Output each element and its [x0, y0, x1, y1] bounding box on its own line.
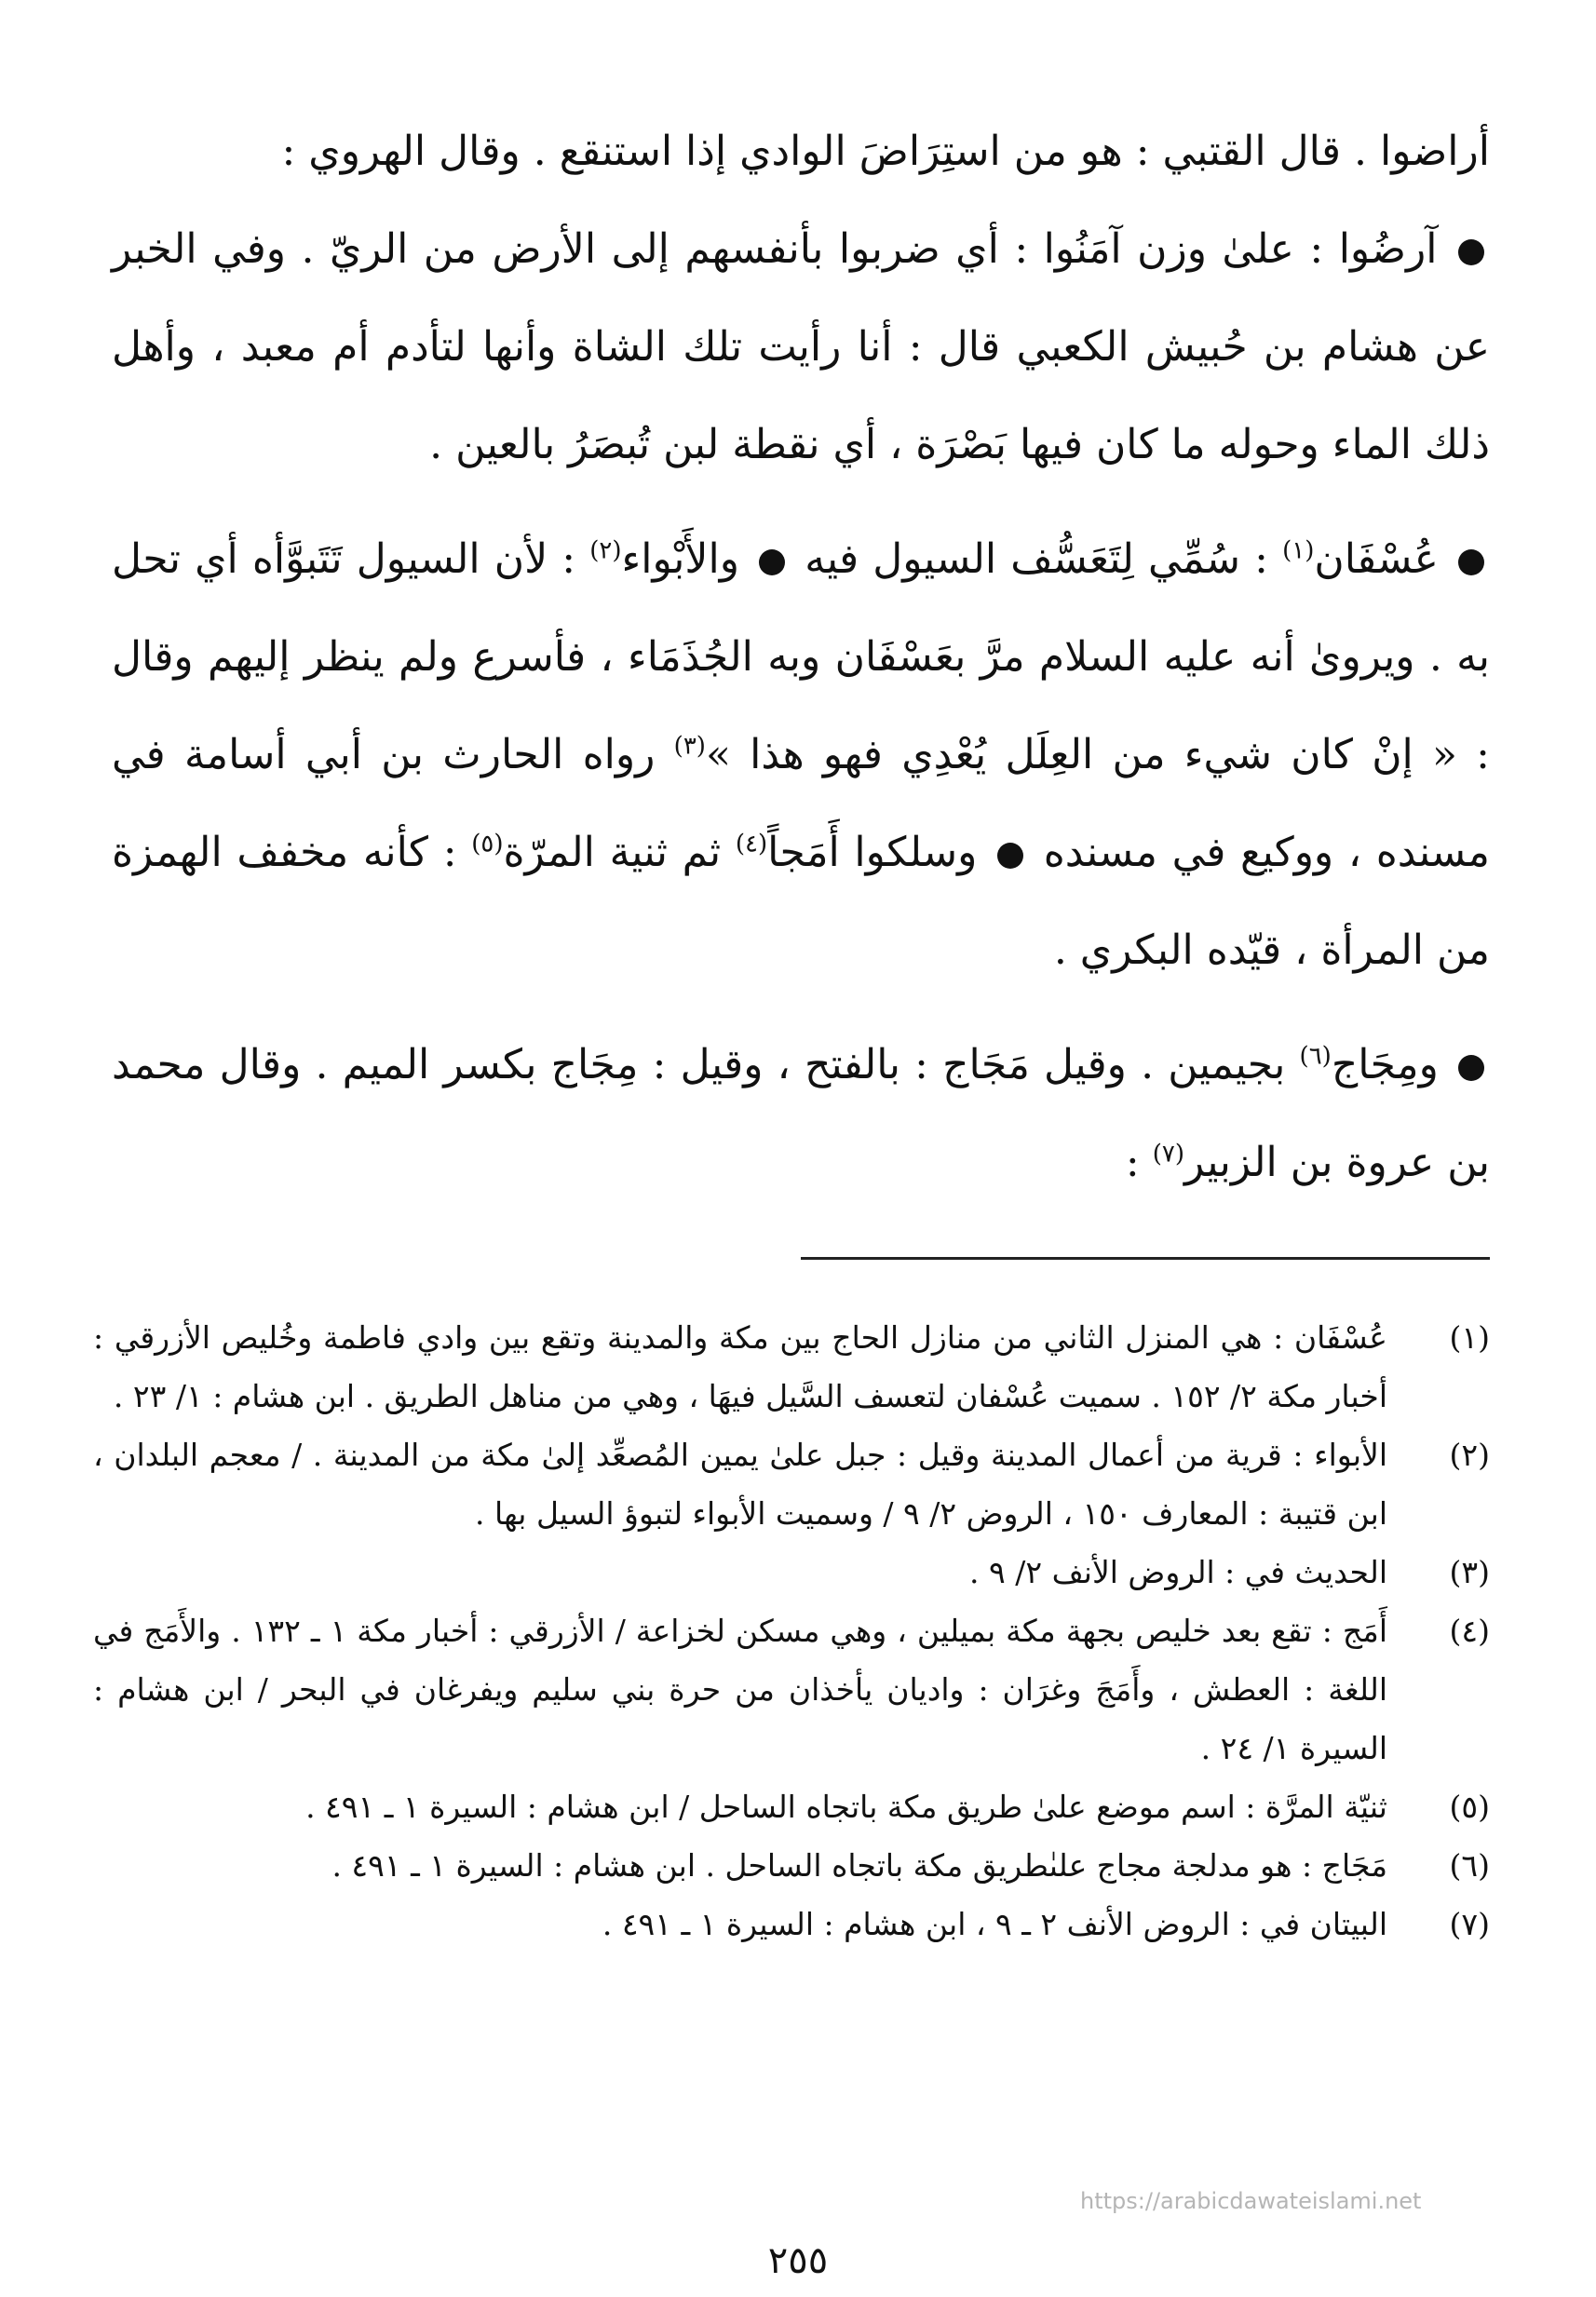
footnote-3 — [93, 1543, 1490, 1601]
paragraph-2-text-b: : لأن السيول تَتَبوَّأه أي تحل به . ويروىٰ أنه عليه السلام مرَّ بعَسْفَان وبه الجُذَمَاء ، فأسرع ولم ينظر إليهم وقال : « إنْ كان شيء من العِلَل يُعْدِي فهو هذا » — [112, 535, 1490, 778]
bullet-icon — [1458, 549, 1484, 575]
paragraph-2-text-d: : كأنه مخفف الهمزة من المرأة ، قيّده البكري . — [112, 829, 1490, 974]
term-amaj: وسلكوا أَمَجاً — [767, 829, 993, 876]
footnote-ref-1[interactable]: (١) — [1282, 536, 1315, 565]
paragraph-1-rest: آرضُوا : علىٰ وزن آمَنُوا : أي ضربوا بأنفسهم إلى الأرض من الريّ . وفي الخبر عن هشام بن حُبيش الكعبي قال : أنا رأيت تلك الشاة وأنها لتأدم أم معبد ، وأهل ذلك الماء وحوله ما كان فيها بَصْرَة ، أي نقطة لبن تُبصَرُ بالعين . — [112, 225, 1490, 468]
footnotes — [93, 1308, 1490, 1953]
paragraph-2-text-c: رواه الحارث بن أبي أسامة في مسنده ، ووكيع في مسنده — [112, 731, 1490, 876]
footnote-text: البيتان في : الروض الأنف ٢ ـ ٩ ، ابن هشام : السيرة ١ ـ ٤٩١ . — [602, 1906, 1387, 1942]
bullet-icon — [997, 843, 1023, 869]
footnote-2 — [93, 1425, 1490, 1543]
paragraph-1 — [112, 102, 1490, 493]
footnote-ref-7[interactable]: (٧) — [1152, 1140, 1185, 1169]
footnote-ref-5[interactable]: (٥) — [471, 830, 504, 858]
footnote-text: الحديث في : الروض الأنف ٢/ ٩ . — [969, 1554, 1387, 1590]
footnote-7 — [93, 1895, 1490, 1953]
footnote-text: عُسْفَان : هي المنزل الثاني من منازل الحاج بين مكة والمدينة وتقع بين وادي فاطمة وخُليص الأزرقي : أخبار مكة ٢/ ١٥٢ . سميت عُسْفان لتعسف السَّيل فيهَا ، وهي من مناهل الطريق . ابن هشام : ١/ ٢٣ . — [93, 1319, 1387, 1414]
paragraph-2 — [112, 510, 1490, 999]
term-abwa: والأَبْواء — [621, 535, 754, 583]
footnote-separator — [801, 1257, 1490, 1260]
footnote-text: مَجَاج : هو مدلجة مجاج علىٰطريق مكة باتجاه الساحل . ابن هشام : السيرة ١ ـ ٤٩١ . — [331, 1847, 1387, 1884]
footnote-5 — [93, 1777, 1490, 1836]
bullet-icon — [759, 549, 785, 575]
main-text — [112, 102, 1490, 1211]
term-usfan: عُسْفَان — [1314, 535, 1439, 583]
footnote-ref-4[interactable]: (٤) — [735, 830, 768, 858]
term-mijaj: ومِجَاج — [1331, 1041, 1453, 1088]
footnote-text: أَمَج : تقع بعد خليص بجهة مكة بميلين ، وهي مسكن لخزاعة / الأزرقي : أخبار مكة ١ ـ ١٣٢ . والأَمَج في اللغة : العطش ، وأَمَجَ وغرَان : واديان يأخذان من حرة بني سليم ويفرغان في البحر / ابن هشام : السيرة ١/ ٢٤ . — [93, 1613, 1387, 1766]
footnote-1 — [93, 1308, 1490, 1425]
footnote-text: ثنيّة المرَّة : اسم موضع علىٰ طريق مكة باتجاه الساحل / ابن هشام : السيرة ١ ـ ٤٩١ . — [305, 1789, 1387, 1825]
footnote-number: (١) — [1449, 1319, 1490, 1356]
paragraph-3-text-a: بجيمين . وقيل مَجَاج : بالفتح ، وقيل : مِجَاج بكسر الميم . وقال محمد بن عروة بن الزبير — [112, 1041, 1490, 1186]
bullet-icon — [1458, 239, 1484, 265]
footnote-ref-3[interactable]: (٣) — [673, 732, 706, 761]
footnote-number: (٤) — [1449, 1613, 1490, 1649]
footnote-number: (٣) — [1449, 1554, 1490, 1590]
footnote-number: (٧) — [1449, 1906, 1490, 1942]
footnote-text: الأبواء : قرية من أعمال المدينة وقيل : جبل علىٰ يمين المُصعِّد إلىٰ مكة من المدينة . / معجم البلدان ، ابن قتيبة : المعارف ١٥٠ ، الروض ٢/ ٩ / وسميت الأبواء لتبوؤ السيل بها . — [93, 1437, 1387, 1532]
paragraph-3-text-b: : — [1125, 1139, 1153, 1186]
term-thaniyat-almarra: ثم ثنية المرّة — [503, 829, 736, 876]
page-number: ٢٥٥ — [767, 2239, 829, 2282]
footnote-ref-2[interactable]: (٢) — [589, 536, 622, 565]
watermark-url: https://arabicdawateislami.net — [1080, 2188, 1422, 2214]
paragraph-1-line-1: أراضوا . قال القتبي : هو من استِرَاضَ الوادي إذا استنقع . وقال الهروي : — [281, 128, 1490, 175]
footnote-6 — [93, 1836, 1490, 1895]
footnote-ref-6[interactable]: (٦) — [1299, 1042, 1332, 1071]
footnote-number: (٢) — [1449, 1437, 1490, 1473]
paragraph-3 — [112, 1016, 1490, 1211]
paragraph-2-text-a: : سُمِّي لِتَعَسُّف السيول فيه — [791, 535, 1283, 583]
footnote-number: (٥) — [1449, 1789, 1490, 1825]
footnote-4 — [93, 1601, 1490, 1777]
bullet-icon — [1458, 1055, 1484, 1081]
footnote-number: (٦) — [1449, 1847, 1490, 1884]
